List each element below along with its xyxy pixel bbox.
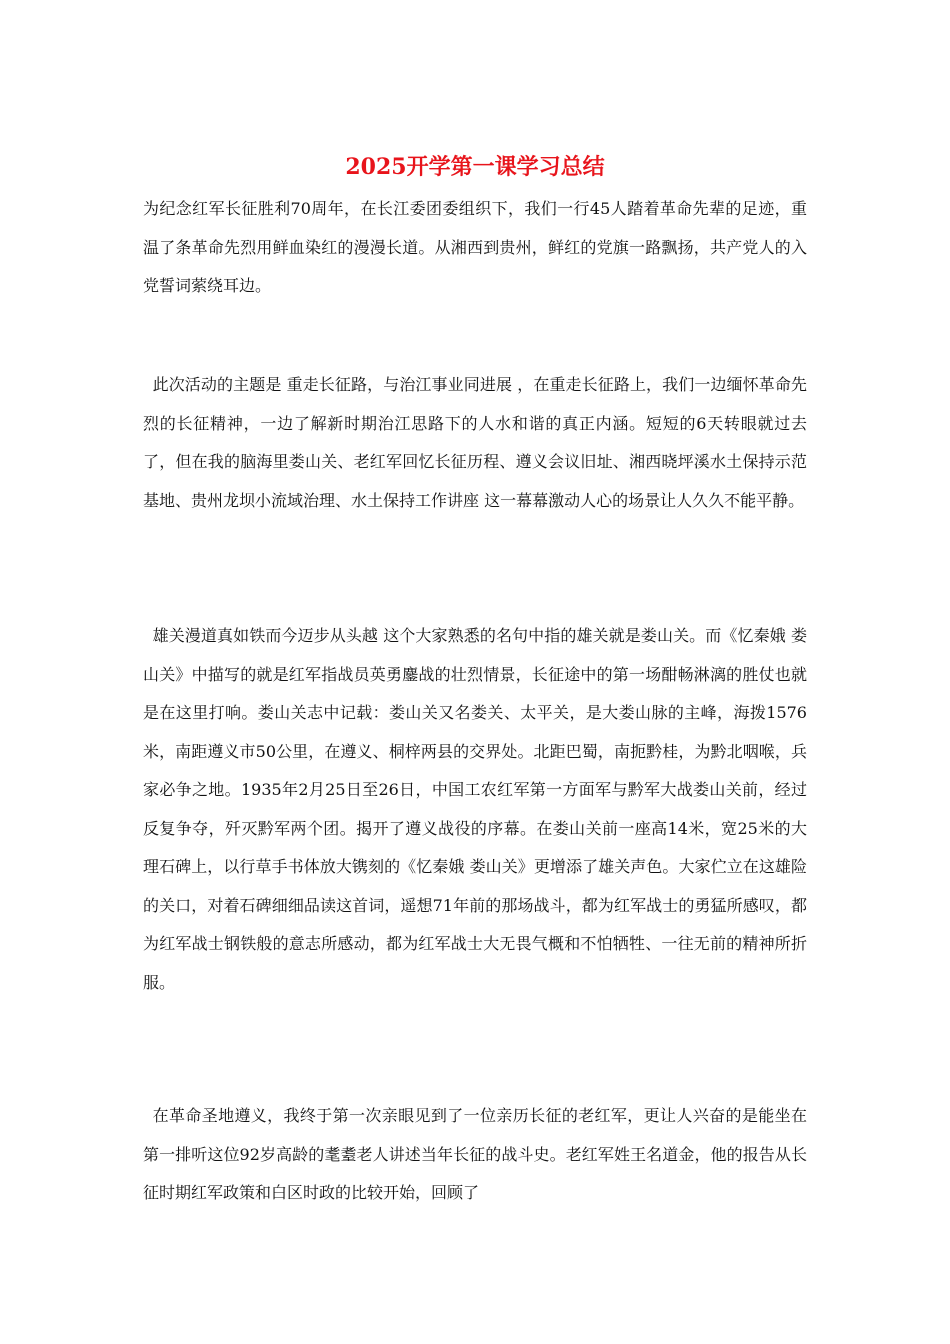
paragraph-1: 为纪念红军长征胜利70周年，在长江委团委组织下，我们一行45人踏着革命先辈的足迹，重温了条革命先烈用鲜血染红的漫漫长道。从湘西到贵州，鲜红的党旗一路飘扬，共产党人的入党誓词萦绕耳边。: [143, 199, 807, 295]
paragraph-4: 在革命圣地遵义，我终于第一次亲眼见到了一位亲历长征的老红军，更让人兴奋的是能坐在第一排听这位92岁高龄的耄耋老人讲述当年长征的战斗史。老红军姓王名道金，他的报告从长征时期红军政策和白区时政的比较开始，回顾了: [143, 1106, 807, 1202]
paragraph-2: 此次活动的主题是 重走长征路，与治江事业同进展 ，在重走长征路上，我们一边缅怀革命先烈的长征精神，一边了解新时期治江思路下的人水和谐的真正内涵。短短的6天转眼就过去了，但在我的脑海里娄山关、老红军回忆长征历程、遵义会议旧址、湘西晓坪溪水土保持示范基地、贵州龙坝小流域治理、水土保持工作讲座 这一幕幕激动人心的场景让人久久不能平静。: [143, 375, 807, 510]
document-title: 2025开学第一课学习总结: [345, 154, 605, 180]
paragraph-3: 雄关漫道真如铁而今迈步从头越 这个大家熟悉的名句中指的雄关就是娄山关。而《忆秦娥 娄山关》中描写的就是红军指战员英勇鏖战的壮烈情景，长征途中的第一场酣畅淋漓的胜仗也就是在这里打响。娄山关志中记载：娄山关又名娄关、太平关，是大娄山脉的主峰，海拨1576米，南距遵义市50公里，在遵义、桐梓两县的交界处。北距巴蜀，南扼黔桂，为黔北咽喉，兵家必争之地。1935年2月25日至26日，中国工农红军第一方面军与黔军大战娄山关前，经过反复争夺，歼灭黔军两个团。揭开了遵义战役的序幕。在娄山关前一座高14米，宽25米的大理石碑上，以行草手书体放大镌刻的《忆秦娥 娄山关》更增添了雄关声色。大家伫立在这雄险的关口，对着石碑细细品读这首词，遥想71年前的那场战斗，都为红军战士的勇猛所感叹，都为红军战士钢铁般的意志所感动，都为红军战士大无畏气概和不怕牺牲、一往无前的精神所折服。: [143, 626, 807, 992]
